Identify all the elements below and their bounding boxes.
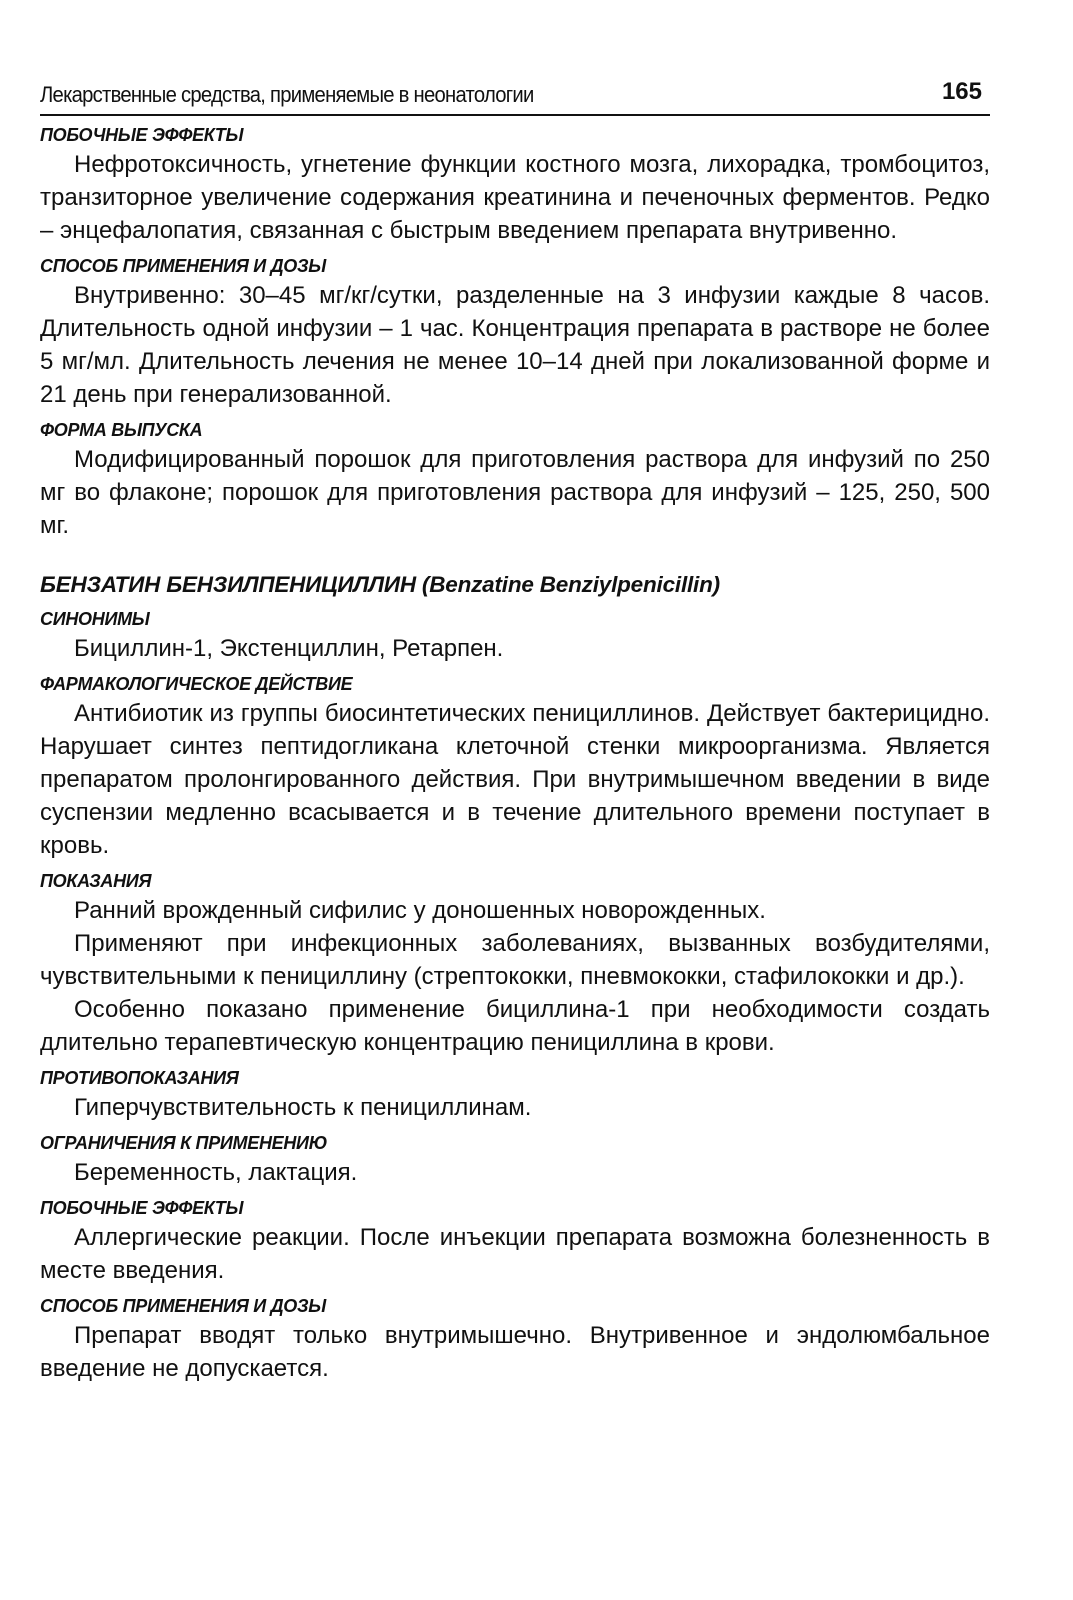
running-header xyxy=(40,76,990,116)
section-heading-dosage: СПОСОБ ПРИМЕНЕНИЯ И ДОЗЫ xyxy=(40,256,326,276)
side-effects-text: Нефротоксичность, угнетение функции костного мозга, лихорадка, тромбоцитоз, транзиторное увеличение содержания креатинина и печеночных ферментов. Редко – энцефалопатия, связанная с быстрым введением препарата внутривенно. xyxy=(40,151,990,244)
section-heading-release-form: ФОРМА ВЫПУСКА xyxy=(40,420,203,440)
section-heading-indications: ПОКАЗАНИЯ xyxy=(40,871,152,891)
section-heading-dosage-2: СПОСОБ ПРИМЕНЕНИЯ И ДОЗЫ xyxy=(40,1296,326,1316)
section-heading-side-effects: ПОБОЧНЫЕ ЭФФЕКТЫ xyxy=(40,125,244,145)
page-number: 165 xyxy=(941,78,982,105)
contraindications-text: Гиперчувствительность к пенициллинам. xyxy=(74,1094,532,1121)
section-heading-synonyms: СИНОНИМЫ xyxy=(40,609,150,629)
book-page xyxy=(40,76,990,1385)
synonyms-text: Бициллин-1, Экстенциллин, Ретарпен. xyxy=(74,635,504,662)
side-effects-text-2: Аллергические реакции. После инъекции препарата возможна болезненность в месте введения. xyxy=(40,1224,990,1284)
release-form-text: Модифицированный порошок для приготовления раствора для инфузий по 250 мг во флаконе; порошок для приготовления раствора для инфузий – 125, 250, 500 мг. xyxy=(40,446,990,539)
section-heading-side-effects-2: ПОБОЧНЫЕ ЭФФЕКТЫ xyxy=(40,1198,244,1218)
dosage-text-2: Препарат вводят только внутримышечно. Внутривенное и эндолюмбальное введение не допускается. xyxy=(40,1322,990,1382)
section-heading-pharmacology: ФАРМАКОЛОГИЧЕСКОЕ ДЕЙСТВИЕ xyxy=(40,674,353,694)
section-heading-restrictions: ОГРАНИЧЕНИЯ К ПРИМЕНЕНИЮ xyxy=(40,1133,328,1153)
drug-title: БЕНЗАТИН БЕНЗИЛПЕНИЦИЛЛИН (Benzatine Benziylpenicillin) xyxy=(40,572,720,597)
running-title: Лекарственные средства, применяемые в неонатологии xyxy=(40,82,534,107)
pharmacology-text: Антибиотик из группы биосинтетических пенициллинов. Действует бактерицидно. Нарушает синтез пептидогликана клеточной стенки микроорганизма. Является препаратом пролонгированного действия. При внутримышечном введении в виде суспензии медленно всасывается и в течение длительного времени поступает в кровь. xyxy=(40,700,990,859)
restrictions-text: Беременность, лактация. xyxy=(74,1159,358,1186)
section-heading-contraindications: ПРОТИВОПОКАЗАНИЯ xyxy=(40,1068,239,1088)
indications-text-2: Применяют при инфекционных заболеваниях, вызванных возбудителями, чувствительными к пенициллину (стрептококки, пневмококки, стафилококки и др.). xyxy=(40,930,990,990)
indications-text-3: Особенно показано применение бициллина-1 при необходимости создать длительно терапевтическую концентрацию пенициллина в крови. xyxy=(40,996,990,1056)
indications-text-1: Ранний врожденный сифилис у доношенных новорожденных. xyxy=(74,897,766,924)
dosage-text: Внутривенно: 30–45 мг/кг/сутки, разделенные на 3 инфузии каждые 8 часов. Длительность одной инфузии – 1 час. Концентрация препарата в растворе не более 5 мг/мл. Длительность лечения не менее 10–14 дней при локализованной форме и 21 день при генерализованной. xyxy=(40,282,990,408)
page-content xyxy=(40,122,990,1385)
